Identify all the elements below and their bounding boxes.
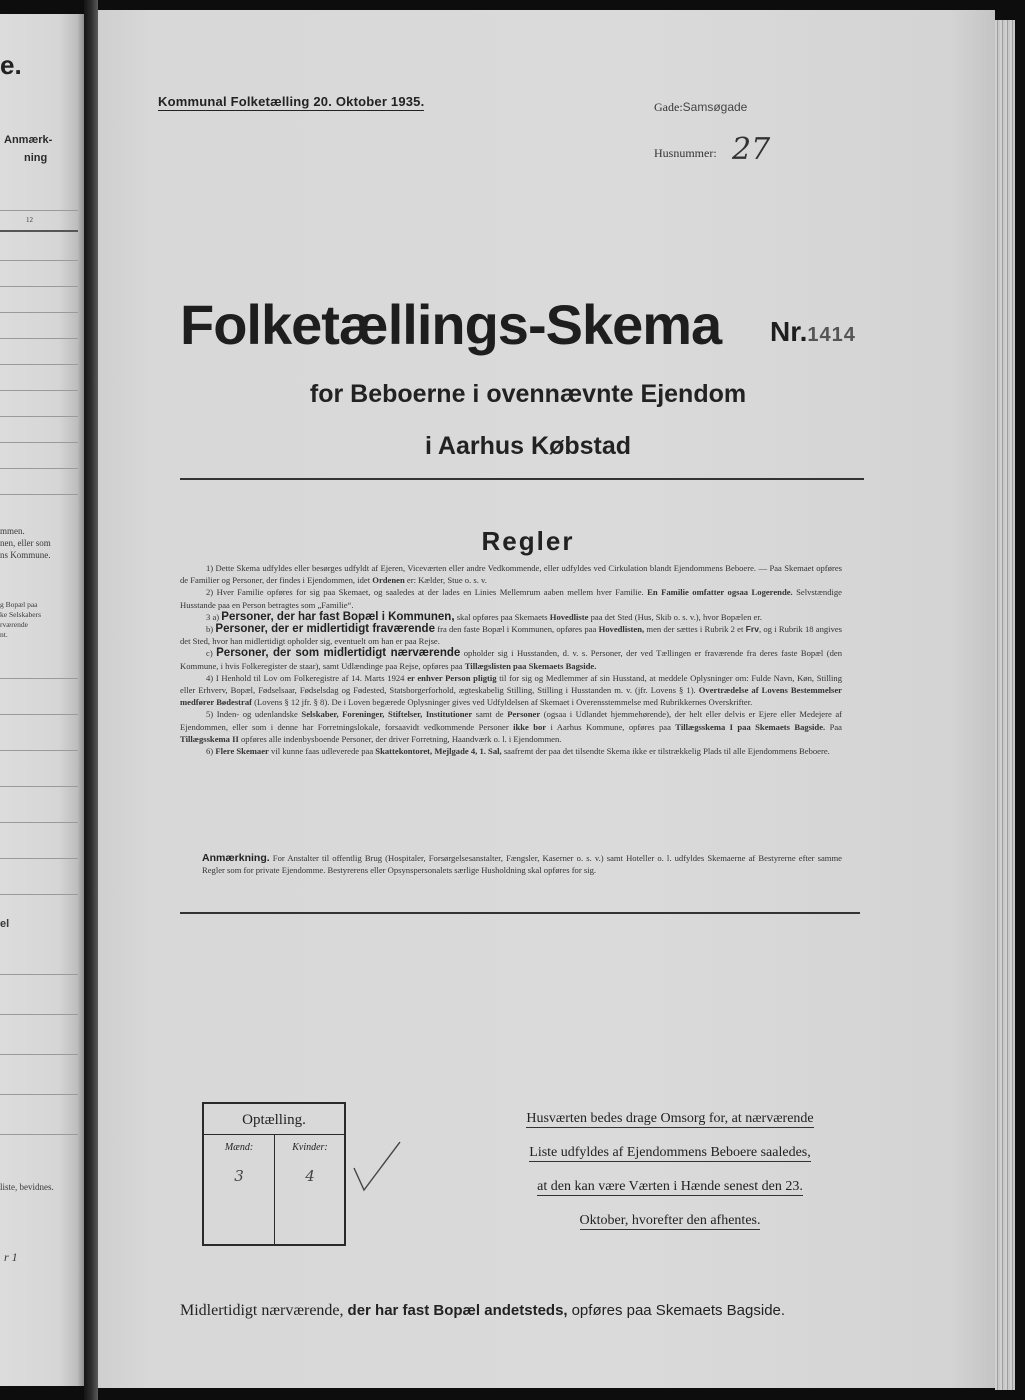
footer-note	[180, 1302, 785, 1320]
left-page-fragment	[0, 14, 84, 1386]
form-title: Folketællings-Skema	[180, 293, 722, 356]
count-box	[202, 1102, 346, 1246]
rule-6: 6) Flere Skemaer vil kunne faas udleverede paa Skattekontoret, Mejlgade 4, 1. Sal, saafremt der paa det tilsendte Skema ikke er tilstrækkelig Plads til alle Ejendommens Beboere.	[206, 746, 830, 757]
count-box-title: Optælling.	[204, 1104, 344, 1135]
house-number-value: 27	[732, 132, 771, 167]
census-form-page	[98, 10, 995, 1388]
remark-label: Anmærkning.	[202, 852, 270, 864]
street-label: Gade:	[654, 100, 683, 114]
divider-top	[180, 478, 864, 480]
left-fragment-7: nt.	[0, 630, 8, 639]
left-fragment-5: ke Selskabers	[0, 610, 42, 619]
street-value: Samsøgade	[682, 100, 748, 114]
notice-line-2: Liste udfyldes af Ejendommens Beboere saaledes,	[529, 1145, 811, 1160]
remark-paragraph	[202, 852, 842, 876]
remark-text: For Anstalter til offentlig Brug (Hospitaler, Forsørgelsesanstalter, Fængsler, Kaserner o. s. v.) samt Hoteller o. l. udfyldes Skemaerne af Bestyrerne efter samme Regler som for private Ejendomme. Bestyrerens eller Opsynspersonalets særlige Husholdning skal opføres for sig.	[202, 853, 842, 876]
left-fragment-6: rværende	[0, 620, 28, 629]
left-fragment-9: liste, bevidnes.	[0, 1182, 54, 1192]
footer-part-3: opføres paa Skemaets Bagside.	[571, 1302, 786, 1319]
form-number	[770, 316, 856, 348]
left-fragment-10: r 1	[4, 1250, 18, 1264]
left-fragment-2: nen, eller som	[0, 538, 51, 548]
street-field	[654, 100, 747, 115]
checkmark-icon	[350, 1138, 406, 1200]
rule-4: 4) I Henhold til Lov om Folkeregistre af 14. Marts 1924 er enhver Person pligtig til for sig og Medlemmer af sin Husstand, at meddele Oplysninger om: Fulde Navn, Køn, Stilling eller Erhverv, Bopæl, Fødselsaar, Fødselsdag og Fødested, Statsborgerforhold, ægteskabelig Stilling, Stilling i Husstanden m. v. (jfr. Lovens § 1). Overtrædelse af Lovens Bestemmelser medfører Bødestraf (Lovens § 12 jfr. § 8). De i Loven begærede Oplysninger gives ved Udfyldelsen af Skemaet i Overensstemmelse med Rubrikkernes Overskrifter.	[180, 672, 843, 708]
rule-3b: b) Personer, der er midlertidigt fraværende fra den faste Bopæl i Kommunen, opføres paa Hovedlisten, men der sættes i Rubrik 2 et Frv, og i Rubrik 18 angives det Sted, hvor han midlertidigt opholder sig, eventuelt om han er paa Rejse.	[180, 623, 843, 647]
rule-2: 2) Hver Familie opføres for sig paa Skemaet, og saaledes at der lades en Linies Mellemrum aaben mellem hver Familie. En Familie omfatter ogsaa Logerende. Selvstændige Husstande paa en Person betragtes som „Familie“.	[180, 587, 842, 610]
notice-line-1: Husværten bedes drage Omsorg for, at nærværende	[526, 1111, 814, 1126]
form-subtitle-2: i Aarhus Købstad	[424, 432, 632, 460]
rules-text	[180, 562, 842, 757]
rule-5: 5) Inden- og udenlandske Selskaber, Foreninger, Stiftelser, Institutioner samt de Personer (ogsaa i Udlandet hjemmehørende), der helt eller delvis er Ejere eller Medejere af Ejendommen, eller som i denne har Forretningslokale, forsaavidt vedkommende Personer ikke bor i Aarhus Kommune, opføres paa Tillægsskema I paa Skemaets Bagside. Paa Tillægsskema II opføres alle indenbysboende Personer, der driver Forretning, Haandværk o. l. i Ejendommen.	[180, 709, 843, 744]
left-fragment-3: ns Kommune.	[0, 550, 51, 560]
women-count: 4	[305, 1167, 315, 1185]
rule-1: 1) Dette Skema udfyldes eller besørges udfyldt af Ejeren, Viceværten eller andre Vedkommende, eller udfyldes ved Cirkulation blandt Ejendommens Beboere. — Paa Skemaet opføres de Familier og Personer, der findes i Ejendommen, idet Ordenen er: Kælder, Stue o. s. v.	[180, 563, 842, 586]
divider-bottom	[180, 912, 860, 914]
left-fragment-4: g Bopæl paa	[0, 600, 38, 609]
book-gutter	[84, 0, 98, 1400]
left-fragment-8: el	[0, 918, 10, 930]
form-subtitle-1: for Beboerne i ovennævnte Ejendom	[309, 380, 747, 408]
form-number-value: 1414	[807, 324, 856, 346]
form-number-label: Nr.	[770, 316, 808, 347]
men-label: Mænd:	[224, 1142, 254, 1153]
rule-3c: c) Personer, der som midlertidigt nærværende opholder sig i Husstanden, d. v. s. Personer, der ved Tællingen er fraværende fra deres faste Bopæl (den Kommune, i hvis Folkeregister de staar), samt Udlændinge paa Rejse, opføres paa Tillægslisten paa Skemaets Bagside.	[180, 647, 842, 671]
house-number-field	[654, 132, 771, 167]
notice-line-3: at den kan være Værten i Hænde senest den 23.	[537, 1179, 803, 1194]
landlord-notice	[502, 1102, 838, 1238]
footer-part-2: der har fast Bopæl andetsteds,	[347, 1302, 568, 1319]
left-page-letter: e.	[0, 50, 22, 80]
women-column	[274, 1134, 345, 1244]
notice-line-4: Oktober, hvorefter den afhentes.	[579, 1213, 761, 1228]
house-number-label: Husnummer:	[654, 146, 717, 160]
page-stack-edges	[995, 20, 1015, 1390]
men-count: 3	[234, 1167, 244, 1185]
rule-3a: 3 a) Personer, der har fast Bopæl i Kommunen, skal opføres paa Skemaets Hovedliste paa det Sted (Hus, Skib o. s. v.), hvor Bopælen er.	[206, 610, 762, 623]
left-fragment-1: mmen.	[0, 526, 25, 536]
footer-part-1: Midlertidigt nærværende,	[180, 1302, 344, 1319]
left-column-number: 12	[26, 216, 33, 224]
women-label: Kvinder:	[292, 1142, 328, 1153]
left-column-heading-1: Anmærk-	[4, 134, 53, 146]
census-header: Kommunal Folketælling 20. Oktober 1935.	[158, 94, 425, 109]
rules-heading: Regler	[481, 526, 575, 556]
left-column-heading-2: ning	[24, 152, 48, 164]
men-column	[204, 1134, 274, 1244]
